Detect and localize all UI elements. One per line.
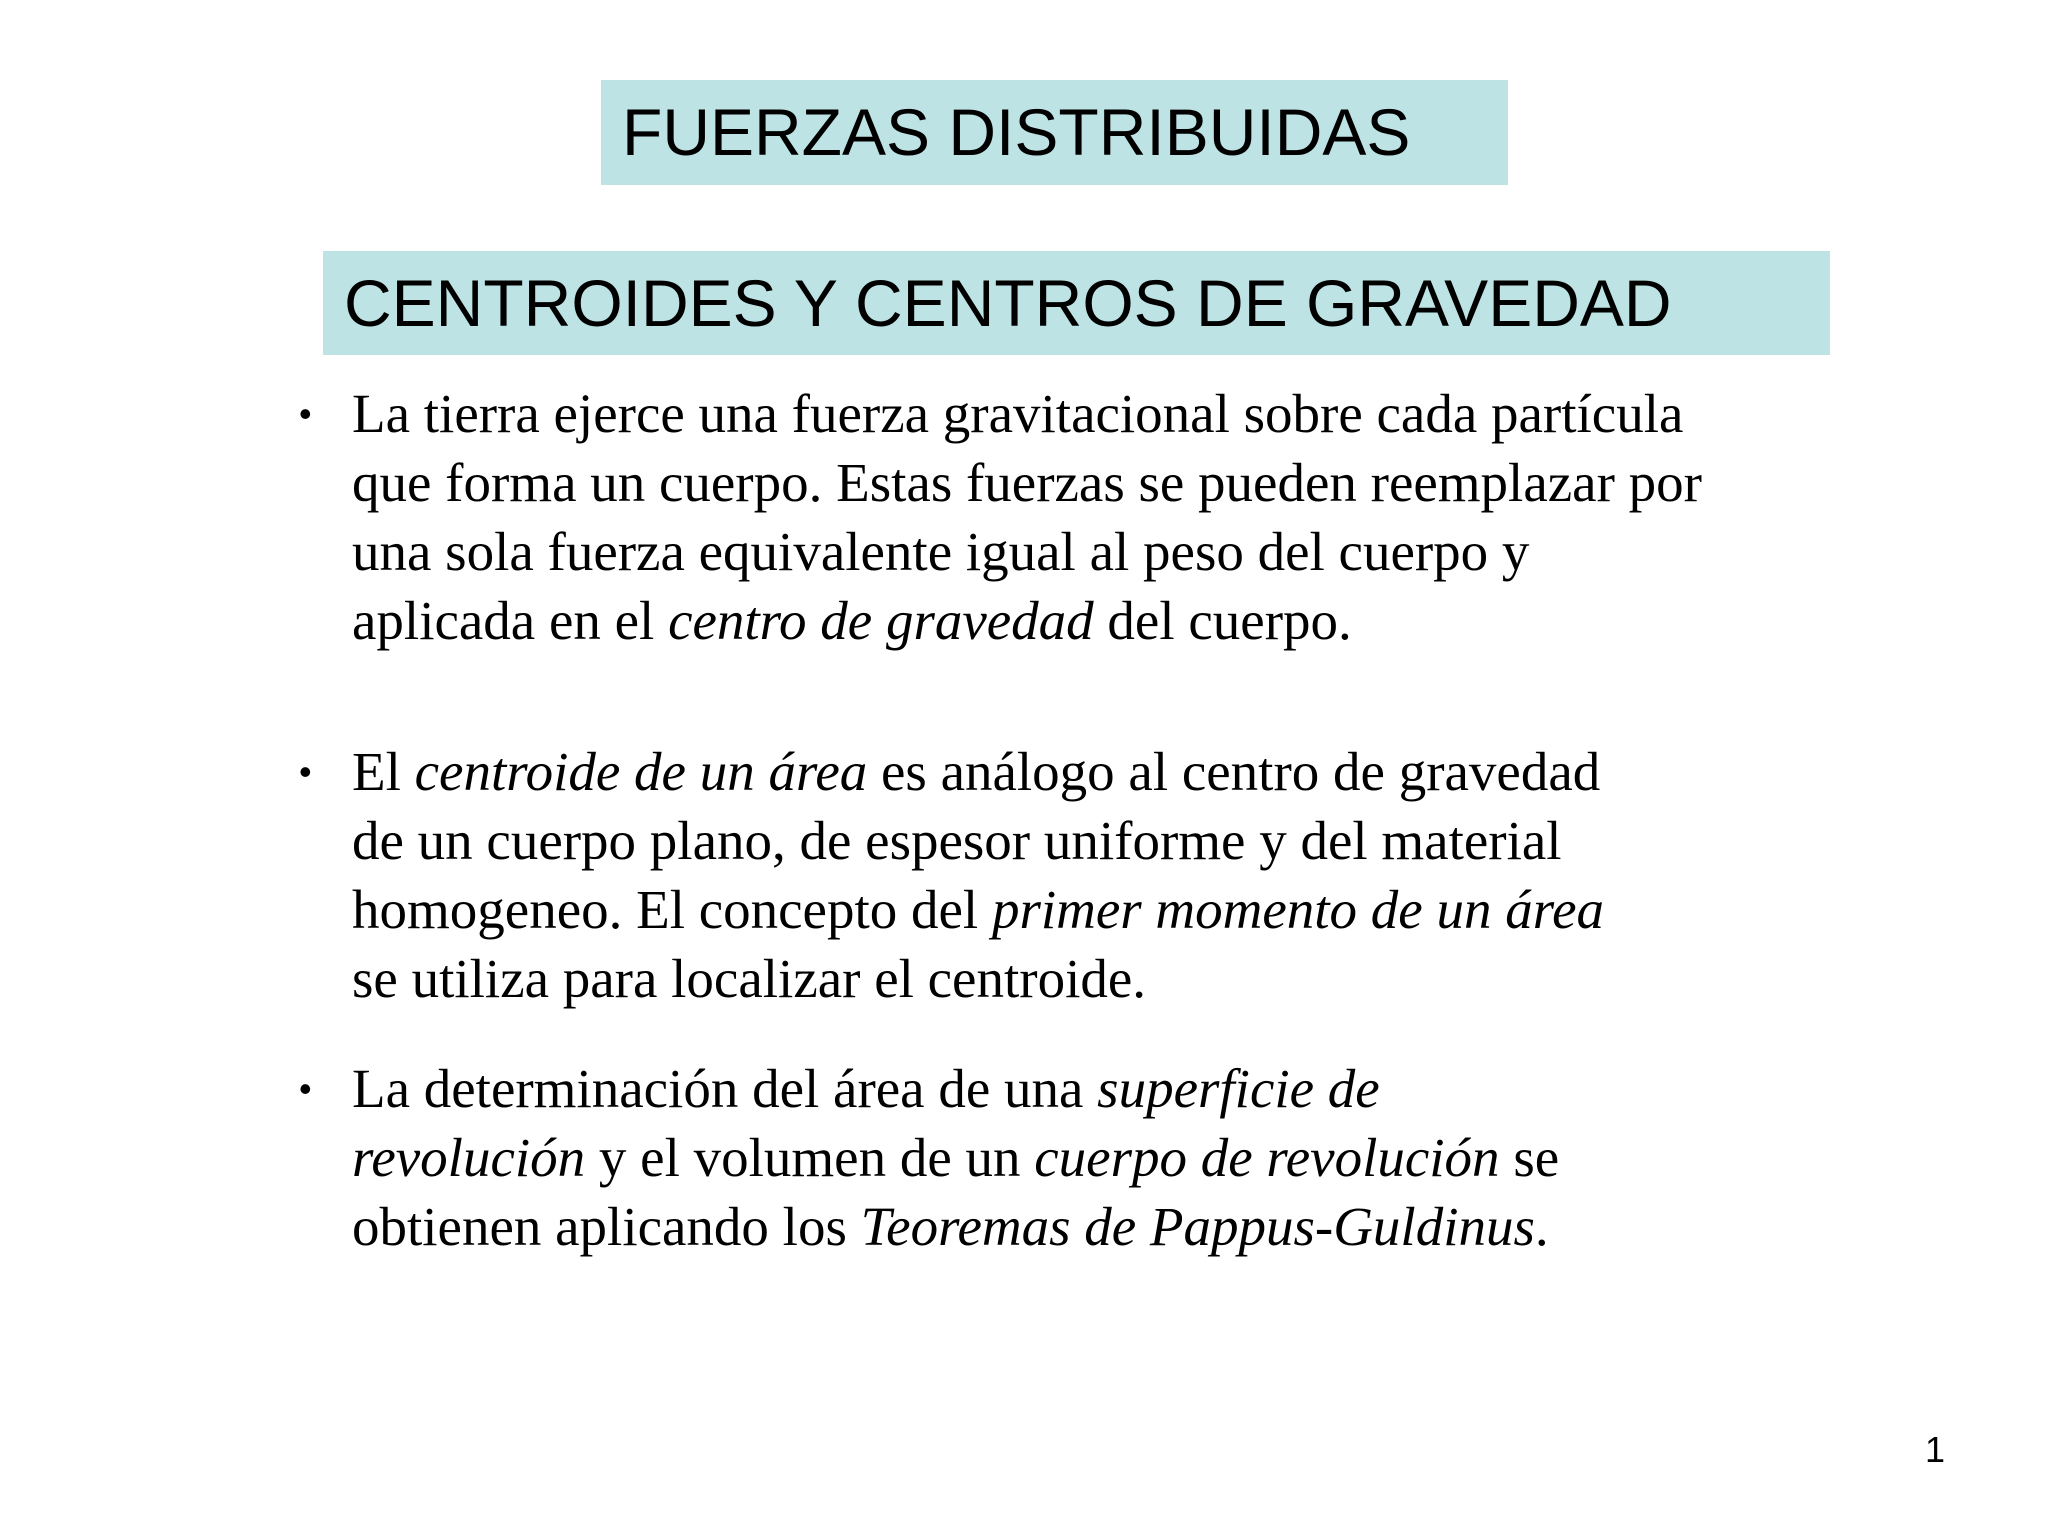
- bullet-line: [352, 806, 1832, 875]
- emphasized-term: centroide de un área: [414, 741, 868, 802]
- bullet-line: [352, 944, 1832, 1013]
- bullet-line: [352, 1192, 1832, 1261]
- emphasized-term: revolución: [352, 1127, 586, 1188]
- text-run: del cuerpo.: [1093, 590, 1352, 651]
- bullet-line: [352, 875, 1832, 944]
- text-run: es análogo al centro de gravedad: [867, 741, 1601, 802]
- bullet-text: [352, 1054, 1832, 1261]
- bullet-line: [352, 1123, 1832, 1192]
- text-run: que forma un cuerpo. Estas fuerzas se pueden reemplazar por: [352, 452, 1702, 513]
- text-run: se: [1499, 1127, 1560, 1188]
- text-run: y el volumen de un: [585, 1127, 1035, 1188]
- text-run: obtienen aplicando los: [352, 1196, 861, 1257]
- bullet-line: [352, 517, 1832, 586]
- bullet-text: [352, 737, 1832, 1013]
- text-run: .: [1534, 1196, 1549, 1257]
- emphasized-term: superficie de: [1097, 1058, 1380, 1119]
- bullet-item-gravity: [299, 379, 1832, 655]
- slide-title-text: FUERZAS DISTRIBUIDAS: [622, 95, 1411, 169]
- slide-subtitle-text: CENTROIDES Y CENTROS DE GRAVEDAD: [344, 266, 1672, 340]
- text-run: una sola fuerza equivalente igual al peso del cuerpo y: [352, 521, 1530, 582]
- bullet-icon: •: [299, 393, 312, 434]
- bullet-line: [352, 448, 1832, 517]
- emphasized-term: centro de gravedad: [668, 590, 1094, 651]
- bullet-line: [352, 737, 1832, 806]
- bullet-text: [352, 379, 1832, 655]
- text-run: La determinación del área de una: [352, 1058, 1098, 1119]
- text-run: La tierra ejerce una fuerza gravitacional sobre cada partícula: [352, 383, 1684, 444]
- text-run: homogeneo. El concepto del: [352, 879, 992, 940]
- bullet-icon: •: [299, 1068, 312, 1109]
- bullet-item-pappus: [299, 1054, 1832, 1261]
- page-number: 1: [1925, 1429, 1946, 1470]
- emphasized-term: Teoremas de Pappus-Guldinus: [860, 1196, 1535, 1257]
- text-run: de un cuerpo plano, de espesor uniforme y del material: [352, 810, 1562, 871]
- text-run: se utiliza para localizar el centroide.: [352, 948, 1147, 1009]
- slide-title: [601, 80, 1508, 185]
- bullet-line: [352, 1054, 1832, 1123]
- bullet-line: [352, 586, 1832, 655]
- emphasized-term: cuerpo de revolución: [1034, 1127, 1500, 1188]
- bullet-item-centroid: [299, 737, 1832, 1013]
- text-run: aplicada en el: [352, 590, 669, 651]
- emphasized-term: primer momento de un área: [991, 879, 1604, 940]
- bullet-icon: •: [299, 751, 312, 792]
- text-run: El: [352, 741, 415, 802]
- slide-subtitle: [323, 251, 1830, 355]
- bullet-line: [352, 379, 1832, 448]
